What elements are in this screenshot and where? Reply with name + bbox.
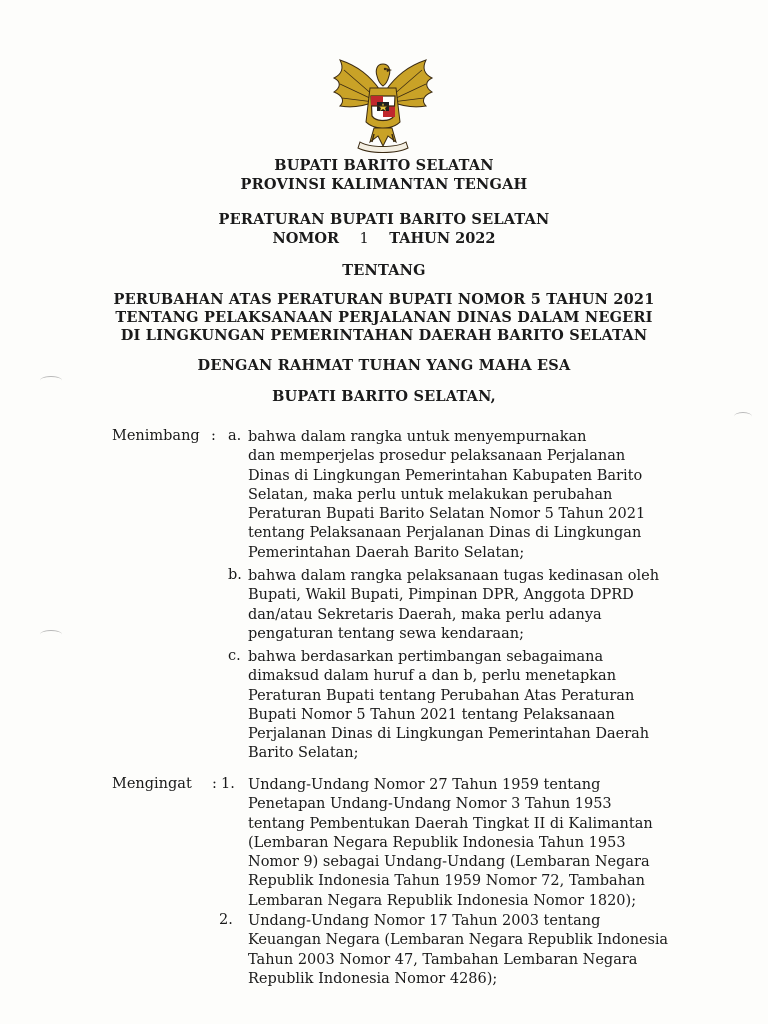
text-line: Tahun 2003 Nomor 47, Tambahan Lembaran Negara bbox=[248, 951, 638, 968]
nomor-label: NOMOR bbox=[272, 230, 340, 247]
text-line: Perjalanan Dinas di Lingkungan Pemerintahan Daerah bbox=[248, 726, 650, 743]
garuda-emblem-icon bbox=[330, 56, 436, 156]
text-line: tentang Pelaksanaan Perjalanan Dinas di Lingkungan bbox=[248, 525, 642, 542]
text-line: pengaturan tentang sewa kendaraan; bbox=[248, 625, 525, 642]
nomor-value: 1 bbox=[359, 231, 369, 247]
tentang-heading: TENTANG bbox=[342, 262, 426, 279]
text-line: Nomor 9) sebagai Undang-Undang (Lembaran Negara bbox=[248, 854, 650, 871]
text-line: dimaksud dalam huruf a dan b, perlu menetapkan bbox=[248, 668, 617, 685]
menimbang-label: Menimbang bbox=[112, 428, 200, 444]
scan-mark bbox=[734, 412, 752, 421]
scan-mark bbox=[40, 630, 62, 639]
mengingat-label: Mengingat bbox=[112, 776, 192, 792]
scan-mark bbox=[40, 376, 62, 385]
subject-line-1: PERUBAHAN ATAS PERATURAN BUPATI NOMOR 5 TAHUN 2021 bbox=[113, 291, 655, 308]
mengingat-colon: : bbox=[212, 776, 217, 792]
text-line: Dinas di Lingkungan Pemerintahan Kabupaten Barito bbox=[248, 467, 643, 484]
text-line: bahwa dalam rangka pelaksanaan tugas kedinasan oleh bbox=[248, 568, 660, 584]
menimbang-colon: : bbox=[211, 428, 216, 444]
menimbang-marker-c: c. bbox=[228, 648, 241, 664]
text-line: Selatan, maka perlu untuk melakukan perubahan bbox=[248, 486, 613, 503]
regulation-number-line bbox=[0, 230, 768, 247]
text-line: Undang-Undang Nomor 17 Tahun 2003 tentang bbox=[248, 913, 601, 929]
text-line: bahwa dalam rangka untuk menyempurnakan bbox=[248, 429, 587, 445]
menimbang-marker-a: a. bbox=[228, 428, 242, 444]
mengingat-marker-1: 1. bbox=[221, 776, 235, 792]
text-line: tentang Pembentukan Daerah Tingkat II di Kalimantan bbox=[248, 815, 653, 832]
text-line: Penetapan Undang-Undang Nomor 3 Tahun 1953 bbox=[248, 796, 612, 813]
text-line: Bupati Nomor 5 Tahun 2021 tentang Pelaksanaan bbox=[248, 706, 615, 723]
mengingat-item-1 bbox=[248, 776, 668, 911]
mengingat-item-2 bbox=[248, 912, 668, 989]
subject-line-2: TENTANG PELAKSANAAN PERJALANAN DINAS DALAM NEGERI bbox=[115, 309, 653, 326]
text-line: dan/atau Sekretaris Daerah, maka perlu adanya bbox=[248, 606, 602, 623]
title-line-2: PROVINSI KALIMANTAN TENGAH bbox=[240, 176, 528, 193]
bupati-heading: BUPATI BARITO SELATAN, bbox=[272, 388, 496, 405]
text-line: Peraturan Bupati Barito Selatan Nomor 5 Tahun 2021 bbox=[248, 506, 646, 523]
text-line: Republik Indonesia Nomor 4286); bbox=[248, 970, 498, 987]
tahun-label: TAHUN 2022 bbox=[389, 230, 496, 247]
subject-line-3: DI LINGKUNGAN PEMERINTAHAN DAERAH BARITO SELATAN bbox=[120, 327, 648, 344]
text-line: bahwa berdasarkan pertimbangan sebagaimana bbox=[248, 649, 604, 665]
text-line: dan memperjelas prosedur pelaksanaan Perjalanan bbox=[248, 448, 626, 465]
text-line: Undang-Undang Nomor 27 Tahun 1959 tentang bbox=[248, 777, 601, 793]
text-line: Barito Selatan; bbox=[248, 745, 359, 762]
text-line: Pemerintahan Daerah Barito Selatan; bbox=[248, 544, 525, 561]
menimbang-marker-b: b. bbox=[228, 567, 242, 583]
text-line: Keuangan Negara (Lembaran Negara Republik Indonesia bbox=[248, 932, 668, 949]
title-line-1: BUPATI BARITO SELATAN bbox=[274, 157, 494, 174]
mengingat-marker-2: 2. bbox=[219, 912, 233, 928]
menimbang-item-a bbox=[248, 428, 668, 563]
menimbang-item-c bbox=[248, 648, 668, 764]
text-line: Bupati, Wakil Bupati, Pimpinan DPR, Anggota DPRD bbox=[248, 587, 634, 604]
menimbang-item-b bbox=[248, 567, 668, 644]
text-line: Peraturan Bupati tentang Perubahan Atas Peraturan bbox=[248, 687, 635, 704]
rahmat-heading: DENGAN RAHMAT TUHAN YANG MAHA ESA bbox=[197, 357, 571, 374]
text-line: Republik Indonesia Tahun 1959 Nomor 72, Tambahan bbox=[248, 873, 646, 890]
text-line: (Lembaran Negara Republik Indonesia Tahun 1953 bbox=[248, 834, 626, 851]
text-line: Lembaran Negara Republik Indonesia Nomor 1820); bbox=[248, 892, 637, 909]
regulation-title: PERATURAN BUPATI BARITO SELATAN bbox=[218, 211, 550, 228]
